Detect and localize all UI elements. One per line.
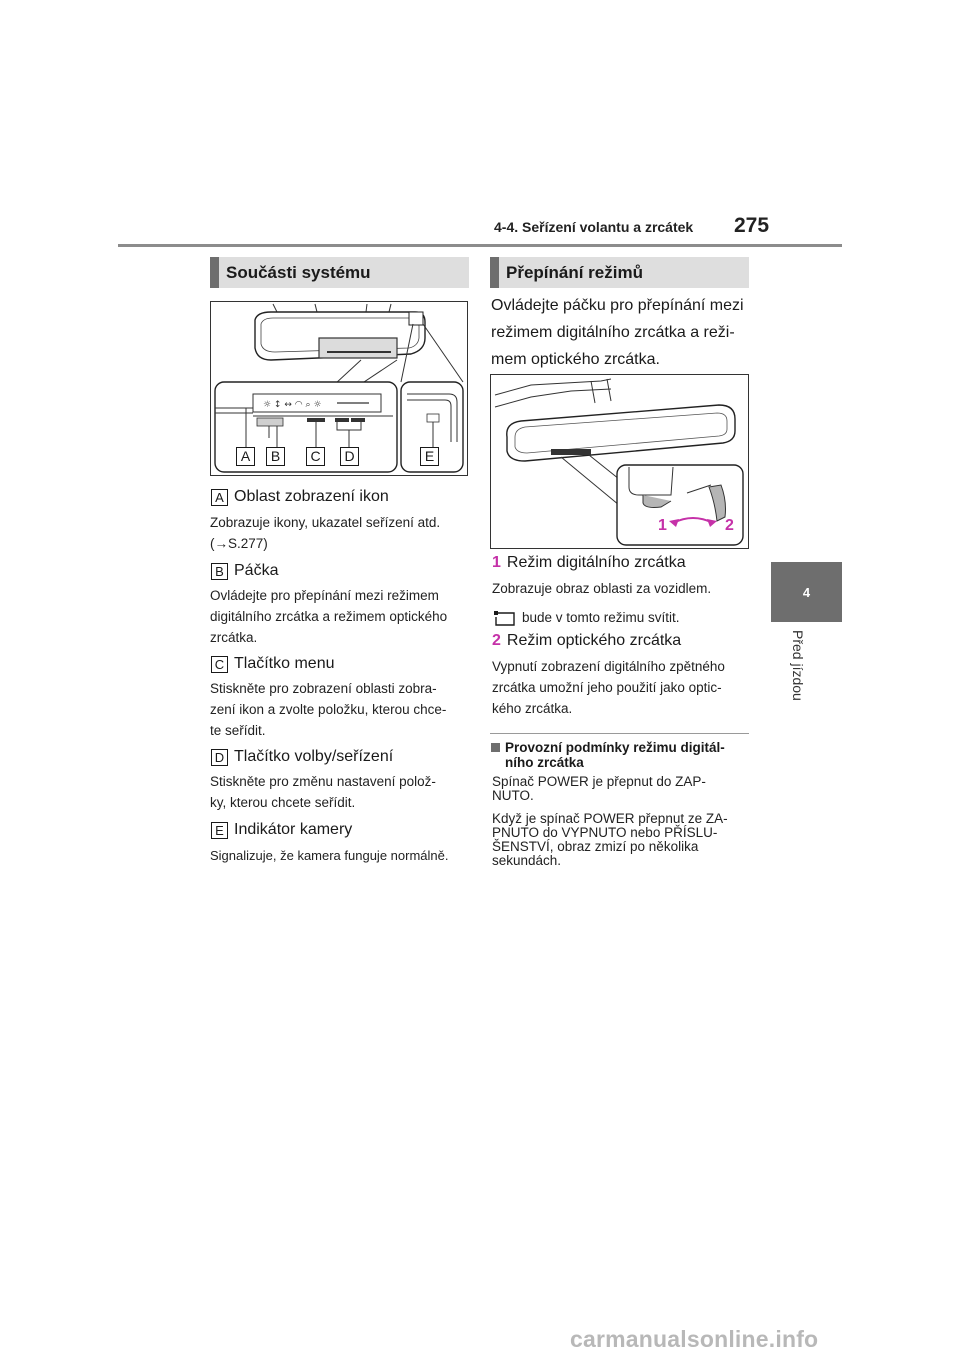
- item-b-letter: B: [211, 563, 228, 580]
- conditions-heading: [491, 740, 725, 770]
- item-a-ref: (→S.277): [210, 536, 268, 551]
- section-title-modes: Přepínání režimů: [490, 257, 749, 288]
- conditions-line: PNUTO do VYPNUTO nebo PŘÍSLU-: [492, 825, 718, 840]
- page-number: 275: [734, 214, 770, 237]
- conditions-line: ŠENSTVÍ, obraz zmizí po několika: [492, 839, 699, 854]
- conditions-divider: [490, 733, 749, 734]
- item-b-desc-line: Ovládejte pro přepínání mezi režimem: [210, 588, 439, 603]
- chapter-tab: 4: [771, 562, 842, 622]
- item-e-letter: E: [211, 822, 228, 839]
- figure-label-e: E: [420, 447, 439, 466]
- mode2-description: [492, 656, 725, 719]
- conditions-line: Když je spínač POWER přepnut ze ZA-: [492, 811, 728, 826]
- mirror-components-figure: [210, 301, 468, 476]
- camera-indicator-icon: [492, 609, 516, 627]
- mode2-desc-line: Vypnutí zobrazení digitálního zpětného: [492, 659, 725, 674]
- modes-intro: [491, 292, 753, 373]
- mode2-title: Režim optického zrcátka: [506, 632, 682, 649]
- item-c-desc-line: te seřídit.: [210, 723, 266, 738]
- item-b-desc-line: digitálního zrcátka a režimem optického: [210, 609, 448, 624]
- item-a-heading: [211, 488, 389, 506]
- mode1-heading: [492, 554, 686, 572]
- item-c-desc-line: Stiskněte pro zobrazení oblasti zobra-: [210, 681, 437, 696]
- chapter-label-text: Před jízdou: [790, 630, 806, 701]
- conditions-line: sekundách.: [492, 853, 562, 868]
- figure-label-c: C: [306, 447, 325, 466]
- svg-text:☼ ↕ ↔ ◠ ⌕ ☼: ☼ ↕ ↔ ◠ ⌕ ☼: [263, 400, 322, 410]
- mode1-note: [492, 607, 680, 628]
- item-c-letter: C: [211, 656, 228, 673]
- section-header: 4-4. Seřízení volantu a zrcátek: [494, 219, 694, 235]
- item-c-desc-line: zení ikon a zvolte položku, kterou chce-: [210, 702, 447, 717]
- conditions-line: NUTO.: [492, 788, 534, 803]
- item-d-title: Tlačítko volby/seřízení: [234, 748, 394, 765]
- modes-intro-line: režimem digitálního zrcátka a reži-: [491, 324, 735, 341]
- item-a-desc-line: Zobrazuje ikony, ukazatel seřízení atd.: [210, 515, 441, 530]
- square-bullet-icon: [491, 743, 500, 752]
- mode1-description: Zobrazuje obraz oblasti za vozidlem.: [492, 581, 712, 596]
- conditions-paragraph-1: [492, 775, 706, 803]
- item-d-heading: [211, 748, 393, 766]
- item-b-title: Páčka: [234, 562, 279, 579]
- item-d-letter: D: [211, 749, 228, 766]
- conditions-title-line: Provozní podmínky režimu digitál-: [505, 740, 725, 755]
- item-a-letter: A: [211, 489, 228, 506]
- mode2-desc-line: kého zrcátka.: [492, 701, 573, 716]
- lever-figure: [490, 374, 749, 549]
- item-e-title: Indikátor kamery: [234, 821, 353, 838]
- item-c-description: [210, 678, 446, 741]
- modes-intro-line: Ovládejte páčku pro přepínání mezi: [491, 297, 744, 314]
- conditions-title-line: ního zrcátka: [505, 755, 584, 770]
- header-divider: [118, 244, 842, 247]
- modes-intro-line: mem optického zrcátka.: [491, 351, 660, 368]
- mode1-title: Režim digitálního zrcátka: [506, 554, 686, 571]
- item-b-desc-line: zrcátka.: [210, 630, 258, 645]
- item-c-heading: [211, 655, 334, 673]
- item-d-description: [210, 771, 436, 813]
- chapter-label: [776, 630, 836, 710]
- watermark: carmanualsonline.info: [570, 1326, 819, 1352]
- figure-label-a: A: [236, 447, 255, 466]
- figure-label-b: B: [266, 447, 285, 466]
- item-d-desc-line: ky, kterou chcete seřídit.: [210, 795, 356, 810]
- mode2-heading: [492, 632, 681, 650]
- lever-illustration: [491, 375, 748, 548]
- item-b-description: [210, 585, 447, 648]
- item-a-description: [210, 512, 440, 554]
- mode2-number: 2: [492, 632, 501, 649]
- item-e-description: [210, 845, 448, 866]
- mode1-note-text: bude v tomto režimu svítit.: [522, 610, 680, 625]
- item-d-desc-line: Stiskněte pro změnu nastavení polož-: [210, 774, 436, 789]
- figure-label-d: D: [340, 447, 359, 466]
- mode2-desc-line: zrcátka umožní jeho použití jako optic-: [492, 680, 722, 695]
- item-c-title: Tlačítko menu: [234, 655, 335, 672]
- figure-label-1: 1: [658, 517, 667, 534]
- figure-label-2: 2: [725, 517, 734, 534]
- conditions-title: [505, 740, 725, 770]
- mode1-number: 1: [492, 554, 501, 571]
- item-b-heading: [211, 562, 278, 580]
- item-e-heading: [211, 821, 352, 839]
- conditions-paragraph-2: [492, 812, 728, 868]
- item-a-title: Oblast zobrazení ikon: [234, 488, 389, 505]
- item-e-desc-line: Signalizuje, že kamera funguje normálně.: [210, 848, 449, 863]
- conditions-line: Spínač POWER je přepnut do ZAP-: [492, 774, 706, 789]
- section-title-components: Součásti systému: [210, 257, 469, 288]
